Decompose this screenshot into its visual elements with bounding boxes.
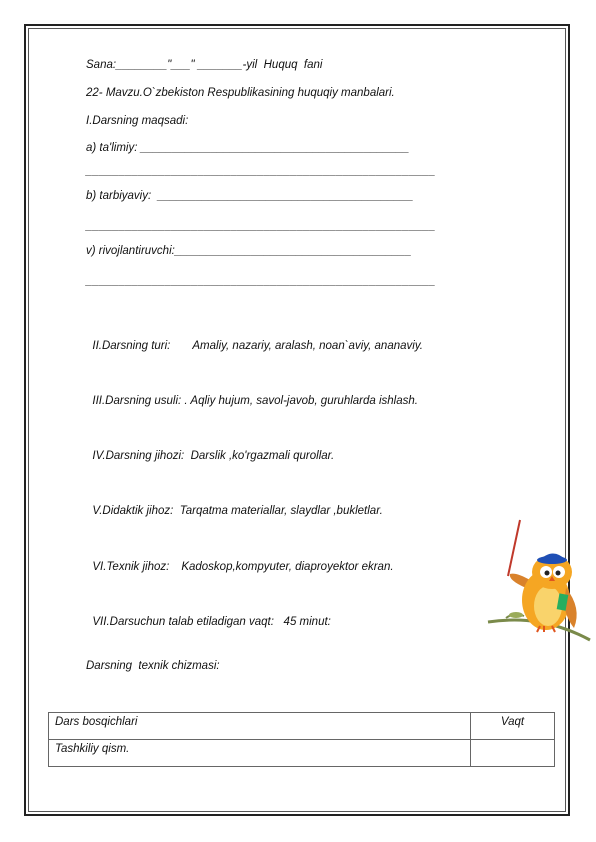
pointer-stick — [508, 520, 520, 576]
lesson-type-label: II.Darsning turi: — [92, 340, 171, 352]
lesson-duration-value: 45 minut: — [283, 616, 331, 628]
technical-equipment-value: Kadoskop,kompyuter, diaproyektor ekran. — [181, 561, 394, 573]
didactic-equipment — [86, 493, 383, 517]
table-header-time: Vaqt — [471, 713, 555, 740]
lesson-equipment — [86, 438, 334, 462]
technical-chart-title: Darsning texnik chizmasi: — [86, 660, 220, 672]
table-cell-time — [471, 740, 555, 767]
goal-blank-line: _____________________________________________________ — [86, 220, 436, 232]
table-header-row — [49, 713, 555, 740]
date-line: Sana:________"___" _______-yil Huquq fani — [86, 59, 323, 71]
goals-title: I.Darsning maqsadi: — [86, 115, 189, 127]
owl-teacher-illustration — [486, 518, 592, 642]
lesson-equipment-label: IV.Darsning jihozi: — [92, 450, 185, 462]
goal-blank-line: _____________________________________________________ — [86, 165, 436, 177]
goal-blank-line: _____________________________________________________ — [86, 275, 436, 287]
lesson-method-value: Aqliy hujum, savol-javob, guruhlarda ishlash. — [190, 395, 418, 407]
goal-upbringing: b) tarbiyaviy: ________________________________________ — [86, 190, 414, 202]
lesson-type — [86, 328, 423, 352]
technical-equipment — [86, 549, 394, 573]
technical-equipment-label: VI.Texnik jihoz: — [92, 561, 170, 573]
lesson-duration-label: VII.Darsuchun talab etiladigan vaqt: — [92, 616, 274, 628]
lesson-equipment-value: Darslik ,ko'rgazmali qurollar. — [190, 450, 335, 462]
lesson-method-label: III.Darsning usuli: . — [92, 395, 188, 407]
lesson-type-value: Amaliy, nazariy, aralash, noan`aviy, ananaviy. — [192, 340, 423, 352]
table-row — [49, 740, 555, 767]
lesson-duration — [86, 604, 331, 628]
table-header-stages: Dars bosqichlari — [49, 713, 471, 740]
goal-educational: a) ta'limiy: __________________________________________ — [86, 142, 410, 154]
lesson-method — [86, 383, 418, 407]
table-cell-stage: Tashkiliy qism. — [49, 740, 471, 767]
didactic-equipment-label: V.Didaktik jihoz: — [92, 505, 174, 517]
goal-developmental: v) rivojlantiruvchi:_____________________________________ — [86, 245, 412, 257]
lesson-plan-table — [48, 712, 555, 767]
didactic-equipment-value: Tarqatma materiallar, slaydlar ,bukletlar. — [179, 505, 383, 517]
lesson-topic: 22- Mavzu.O`zbekiston Respublikasining huquqiy manbalari. — [86, 87, 395, 99]
